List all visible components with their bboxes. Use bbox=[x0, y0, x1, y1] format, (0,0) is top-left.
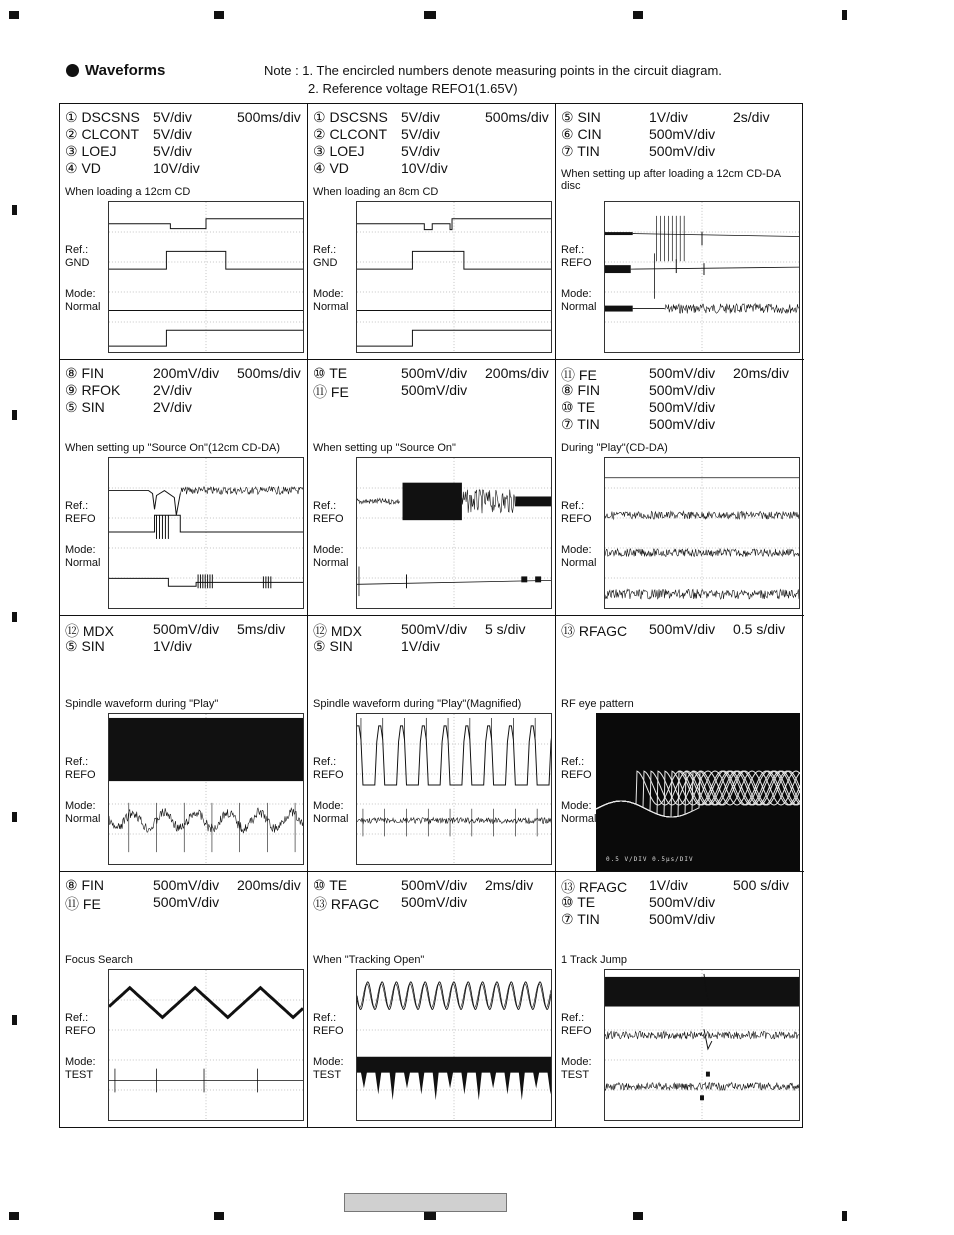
dscsns-trace bbox=[109, 219, 303, 229]
signal-name: ⑫ MDX bbox=[65, 623, 114, 639]
signal-name: ⑦ TIN bbox=[561, 143, 600, 159]
signal-name: ⑪ FE bbox=[65, 896, 101, 912]
waveform-trace bbox=[605, 458, 799, 608]
mode-label bbox=[65, 544, 100, 570]
mode-value: TEST bbox=[313, 1069, 342, 1081]
volts-per-div: 200mV/div bbox=[153, 365, 220, 381]
signal-name: ⑫ MDX bbox=[313, 623, 362, 639]
mode-label-text: Mode: bbox=[561, 1056, 592, 1068]
ref-label: Ref.: bbox=[561, 500, 585, 512]
volts-per-div: 500mV/div bbox=[649, 126, 716, 142]
volts-per-div: 500mV/div bbox=[649, 143, 716, 159]
mode-value: Normal bbox=[65, 813, 101, 825]
mode-value: Normal bbox=[561, 301, 597, 313]
note-line-1: Note : 1. The encircled numbers denote measuring points in the circuit diagram. bbox=[264, 63, 722, 78]
volts-per-div: 1V/div bbox=[401, 638, 440, 654]
signal-name: ⑦ TIN bbox=[561, 416, 600, 432]
waveform-panel bbox=[60, 616, 308, 872]
reference-label bbox=[561, 756, 592, 782]
trace-band bbox=[357, 1057, 551, 1073]
reference-label bbox=[313, 244, 337, 270]
waveform-panel bbox=[556, 104, 804, 360]
ref-value: REFO bbox=[561, 257, 592, 269]
oscilloscope-screen bbox=[604, 457, 800, 609]
volts-per-div: 500mV/div bbox=[649, 399, 716, 415]
ref-label: Ref.: bbox=[65, 500, 89, 512]
reference-label bbox=[561, 244, 592, 270]
volts-per-div: 500mV/div bbox=[649, 416, 716, 432]
ref-label: Ref.: bbox=[561, 1012, 585, 1024]
mode-label-text: Mode: bbox=[313, 288, 344, 300]
volts-per-div: 10V/div bbox=[401, 160, 448, 176]
volts-per-div: 500mV/div bbox=[649, 894, 716, 910]
time-per-div: 0.5 s/div bbox=[733, 621, 786, 637]
signal-name: ③ LOEJ bbox=[65, 143, 117, 159]
oscilloscope-screen bbox=[356, 713, 552, 865]
reference-label bbox=[313, 756, 344, 782]
waveform-caption: When loading an 8cm CD bbox=[313, 186, 439, 198]
signal-name: ④ VD bbox=[65, 160, 101, 176]
scope-graticule bbox=[357, 714, 551, 864]
signal-name: ⑪ FE bbox=[313, 384, 349, 400]
trace bbox=[633, 234, 799, 237]
registration-mark bbox=[424, 1212, 436, 1220]
volts-per-div: 5V/div bbox=[153, 143, 192, 159]
oscilloscope-screen bbox=[356, 457, 552, 609]
waveform-caption: When setting up after loading a 12cm CD-DA disc bbox=[561, 168, 781, 192]
oscilloscope-screen bbox=[108, 457, 304, 609]
mode-label-text: Mode: bbox=[561, 544, 592, 556]
waveform-caption: 1 Track Jump bbox=[561, 954, 628, 966]
trace bbox=[109, 251, 303, 269]
time-per-div: 200ms/div bbox=[237, 877, 301, 893]
volts-per-div: 10V/div bbox=[153, 160, 200, 176]
volts-per-div: 500mV/div bbox=[153, 894, 220, 910]
signal-name: ⑨ RFOK bbox=[65, 382, 121, 398]
signal-name: ⑧ FIN bbox=[65, 365, 104, 381]
time-per-div: 2s/div bbox=[733, 109, 770, 125]
reference-label bbox=[65, 1012, 96, 1038]
time-per-div: 20ms/div bbox=[733, 365, 790, 381]
scope-graticule bbox=[357, 202, 551, 352]
mode-label bbox=[561, 288, 596, 314]
signal-name: ⑤ SIN bbox=[65, 399, 105, 415]
reference-label bbox=[65, 500, 96, 526]
signal-name: ① DSCSNS bbox=[313, 109, 388, 125]
volts-per-div: 5V/div bbox=[401, 109, 440, 125]
note-line-2: 2. Reference voltage REFO1(1.65V) bbox=[308, 81, 518, 96]
volts-per-div: 1V/div bbox=[153, 638, 192, 654]
waveform-caption: RF eye pattern bbox=[561, 698, 634, 710]
trace-band bbox=[403, 483, 462, 520]
signal-name: ⑩ TE bbox=[313, 877, 348, 893]
registration-mark bbox=[12, 410, 17, 420]
mode-label-text: Mode: bbox=[65, 800, 96, 812]
signal-name: ⑬ RFAGC bbox=[561, 879, 628, 895]
registration-mark bbox=[9, 1212, 19, 1220]
waveform-panel bbox=[556, 616, 804, 872]
bullet-icon bbox=[66, 64, 79, 77]
registration-mark bbox=[12, 205, 17, 215]
mode-label-text: Mode: bbox=[561, 288, 592, 300]
waveform-caption: Spindle waveform during "Play" bbox=[65, 698, 219, 710]
waveform-caption: During "Play"(CD-DA) bbox=[561, 442, 668, 454]
volts-per-div: 500mV/div bbox=[401, 365, 468, 381]
time-per-div: 2ms/div bbox=[485, 877, 534, 893]
mode-label bbox=[65, 1056, 96, 1082]
volts-per-div: 500mV/div bbox=[401, 382, 468, 398]
trace bbox=[664, 304, 798, 314]
ref-label: Ref.: bbox=[313, 756, 337, 768]
trace-band bbox=[605, 265, 631, 273]
section-title bbox=[66, 62, 165, 79]
reference-label bbox=[65, 244, 89, 270]
registration-mark bbox=[214, 11, 224, 19]
waveform-panel bbox=[308, 104, 556, 360]
waveform-panel bbox=[60, 104, 308, 360]
waveform-trace bbox=[357, 458, 551, 608]
time-per-div: 500ms/div bbox=[237, 109, 301, 125]
waveform-panel bbox=[60, 872, 308, 1128]
oscilloscope-screen bbox=[108, 201, 304, 353]
mode-label bbox=[561, 544, 596, 570]
waveform-caption: Focus Search bbox=[65, 954, 133, 966]
signal-name: ⑦ TIN bbox=[561, 911, 600, 927]
signal-name: ⑤ SIN bbox=[65, 638, 105, 654]
signal-name: ⑧ FIN bbox=[561, 382, 600, 398]
trace-band bbox=[109, 718, 303, 781]
mode-value: Normal bbox=[561, 557, 597, 569]
volts-per-div: 500mV/div bbox=[649, 621, 716, 637]
waveform-trace bbox=[357, 970, 551, 1120]
oscilloscope-screen bbox=[356, 201, 552, 353]
reference-label bbox=[313, 500, 344, 526]
mode-value: TEST bbox=[65, 1069, 94, 1081]
ref-value: REFO bbox=[65, 1025, 96, 1037]
trace-marker bbox=[535, 576, 541, 582]
registration-mark bbox=[842, 10, 847, 20]
mode-label bbox=[313, 1056, 344, 1082]
ref-value: REFO bbox=[561, 513, 592, 525]
waveform-trace bbox=[109, 458, 303, 608]
trace bbox=[605, 1083, 799, 1091]
waveform-trace bbox=[605, 202, 799, 352]
waveform-trace bbox=[109, 714, 303, 864]
ref-value: GND bbox=[313, 257, 338, 269]
mode-label bbox=[313, 800, 348, 826]
reference-label bbox=[65, 756, 96, 782]
trace bbox=[357, 251, 551, 269]
mode-label-text: Mode: bbox=[561, 800, 592, 812]
ref-label: Ref.: bbox=[313, 500, 337, 512]
signal-name: ⑩ TE bbox=[561, 894, 596, 910]
signal-name: ④ VD bbox=[313, 160, 349, 176]
signal-name: ③ LOEJ bbox=[313, 143, 365, 159]
oscilloscope-screen bbox=[108, 713, 304, 865]
waveform-caption: Spindle waveform during "Play"(Magnified) bbox=[313, 698, 522, 710]
volts-per-div: 5V/div bbox=[153, 126, 192, 142]
registration-mark bbox=[633, 1212, 643, 1220]
registration-mark bbox=[12, 1015, 17, 1025]
time-per-div: 200ms/div bbox=[485, 365, 549, 381]
scope-graticule bbox=[109, 458, 303, 608]
waveform-panel bbox=[308, 616, 556, 872]
waveform-caption: When "Tracking Open" bbox=[313, 954, 425, 966]
mode-label bbox=[313, 544, 348, 570]
footer-page-box bbox=[344, 1193, 507, 1212]
photo-scale-label: 0.5 V/DIV 0.5μs/DIV bbox=[606, 856, 694, 863]
waveform-trace bbox=[605, 970, 799, 1120]
trace-marker bbox=[700, 1095, 704, 1100]
mode-label-text: Mode: bbox=[313, 544, 344, 556]
scope-graticule bbox=[605, 458, 799, 608]
volts-per-div: 500mV/div bbox=[153, 621, 220, 637]
signal-name: ① DSCSNS bbox=[65, 109, 140, 125]
mode-label bbox=[313, 288, 348, 314]
trace bbox=[462, 490, 515, 514]
mode-value: Normal bbox=[313, 813, 349, 825]
registration-mark bbox=[633, 11, 643, 19]
mode-label-text: Mode: bbox=[313, 800, 344, 812]
mode-value: Normal bbox=[313, 557, 349, 569]
mode-value: Normal bbox=[65, 301, 101, 313]
signal-name: ⑬ RFAGC bbox=[313, 896, 380, 912]
ref-label: Ref.: bbox=[313, 1012, 337, 1024]
registration-mark bbox=[9, 11, 19, 19]
reference-label bbox=[561, 500, 592, 526]
ref-value: GND bbox=[65, 257, 90, 269]
waveform-panel bbox=[556, 360, 804, 616]
ref-value: REFO bbox=[65, 769, 96, 781]
waveform-trace bbox=[109, 970, 303, 1120]
registration-mark bbox=[842, 1211, 847, 1221]
time-per-div: 500ms/div bbox=[485, 109, 549, 125]
ref-label: Ref.: bbox=[561, 244, 585, 256]
time-per-div: 5ms/div bbox=[237, 621, 286, 637]
registration-mark bbox=[424, 11, 436, 19]
mode-label bbox=[561, 1056, 592, 1082]
scope-graticule bbox=[605, 202, 799, 352]
mode-label bbox=[65, 800, 100, 826]
volts-per-div: 500mV/div bbox=[649, 382, 716, 398]
ref-value: REFO bbox=[65, 513, 96, 525]
volts-per-div: 500mV/div bbox=[401, 621, 468, 637]
signal-name: ⑪ FE bbox=[561, 367, 597, 383]
ref-label: Ref.: bbox=[65, 244, 89, 256]
volts-per-div: 500mV/div bbox=[153, 877, 220, 893]
waveform-caption: When setting up "Source On"(12cm CD-DA) bbox=[65, 442, 281, 454]
signal-name: ⑩ TE bbox=[313, 365, 348, 381]
trace-band bbox=[605, 232, 633, 235]
mode-value: Normal bbox=[65, 557, 101, 569]
waveform-panel bbox=[308, 872, 556, 1128]
mode-label bbox=[561, 800, 596, 826]
ref-label: Ref.: bbox=[561, 756, 585, 768]
mode-label-text: Mode: bbox=[313, 1056, 344, 1068]
reference-label bbox=[561, 1012, 592, 1038]
volts-per-div: 500mV/div bbox=[649, 911, 716, 927]
volts-per-div: 5V/div bbox=[401, 143, 440, 159]
registration-mark bbox=[12, 612, 17, 622]
oscilloscope-screen bbox=[356, 969, 552, 1121]
oscilloscope-screen bbox=[604, 969, 800, 1121]
trace-band bbox=[515, 496, 551, 506]
trace bbox=[631, 267, 799, 269]
oscilloscope-screen bbox=[108, 969, 304, 1121]
ref-label: Ref.: bbox=[313, 244, 337, 256]
ref-value: REFO bbox=[313, 1025, 344, 1037]
volts-per-div: 500mV/div bbox=[401, 894, 468, 910]
signal-name: ⑩ TE bbox=[561, 399, 596, 415]
ref-value: REFO bbox=[561, 769, 592, 781]
ref-value: REFO bbox=[561, 1025, 592, 1037]
volts-per-div: 2V/div bbox=[153, 382, 192, 398]
waveform-panel bbox=[60, 360, 308, 616]
waveform-panel bbox=[308, 360, 556, 616]
mode-value: Normal bbox=[313, 301, 349, 313]
trace bbox=[357, 498, 400, 504]
volts-per-div: 2V/div bbox=[153, 399, 192, 415]
time-per-div: 500 s/div bbox=[733, 877, 790, 893]
oscilloscope-screen bbox=[604, 201, 800, 353]
trace-band bbox=[605, 977, 799, 1007]
section-title-text: Waveforms bbox=[85, 62, 166, 79]
mode-value: TEST bbox=[561, 1069, 590, 1081]
volts-per-div: 1V/div bbox=[649, 109, 688, 125]
time-per-div: 5 s/div bbox=[485, 621, 526, 637]
ref-label: Ref.: bbox=[65, 1012, 89, 1024]
signal-name: ⑤ SIN bbox=[561, 109, 601, 125]
waveform-panel bbox=[556, 872, 804, 1128]
mode-label-text: Mode: bbox=[65, 288, 96, 300]
signal-name: ⑥ CIN bbox=[561, 126, 602, 142]
waveform-caption: When setting up "Source On" bbox=[313, 442, 456, 454]
ref-value: REFO bbox=[313, 769, 344, 781]
reference-label bbox=[313, 1012, 344, 1038]
trace-marker bbox=[521, 576, 527, 582]
trace bbox=[357, 982, 551, 1010]
eye-pattern-trace bbox=[596, 713, 800, 871]
scope-graticule bbox=[109, 970, 303, 1120]
waveform-trace bbox=[357, 202, 551, 352]
mode-value: Normal bbox=[561, 813, 597, 825]
scope-graticule bbox=[357, 458, 551, 608]
volts-per-div: 5V/div bbox=[401, 126, 440, 142]
waveform-grid bbox=[59, 103, 803, 1128]
registration-mark bbox=[12, 812, 17, 822]
ref-label: Ref.: bbox=[65, 756, 89, 768]
signal-name: ② CLCONT bbox=[65, 126, 139, 142]
signal-name: ② CLCONT bbox=[313, 126, 387, 142]
signal-name: ⑧ FIN bbox=[65, 877, 104, 893]
mode-label bbox=[65, 288, 100, 314]
volts-per-div: 500mV/div bbox=[401, 877, 468, 893]
rf-eye-photo bbox=[596, 713, 800, 871]
registration-mark bbox=[214, 1212, 224, 1220]
ref-value: REFO bbox=[313, 513, 344, 525]
trace bbox=[109, 491, 180, 516]
volts-per-div: 5V/div bbox=[153, 109, 192, 125]
volts-per-div: 500mV/div bbox=[649, 365, 716, 381]
signal-name: ⑤ SIN bbox=[313, 638, 353, 654]
waveform-trace bbox=[357, 714, 551, 864]
trace-marker bbox=[706, 1072, 710, 1077]
mode-label-text: Mode: bbox=[65, 1056, 96, 1068]
waveform-caption: When loading a 12cm CD bbox=[65, 186, 191, 198]
mode-label-text: Mode: bbox=[65, 544, 96, 556]
waveform-trace bbox=[109, 202, 303, 352]
time-per-div: 500ms/div bbox=[237, 365, 301, 381]
signal-name: ⑬ RFAGC bbox=[561, 623, 628, 639]
trace-band bbox=[605, 306, 633, 312]
volts-per-div: 1V/div bbox=[649, 877, 688, 893]
